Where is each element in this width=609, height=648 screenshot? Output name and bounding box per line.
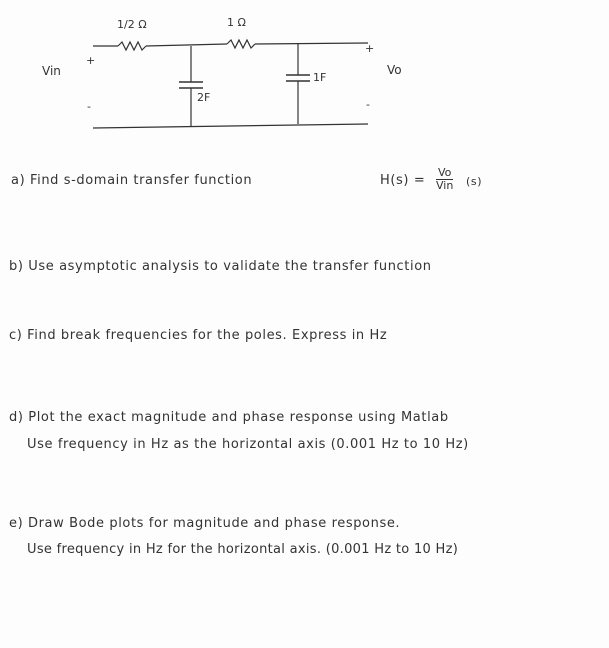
rc-circuit-diagram (0, 0, 609, 140)
top-wire-middle-1 (146, 44, 227, 46)
question-b: b) Use asymptotic analysis to validate the transfer function (9, 259, 432, 274)
vo-plus-sign: + (365, 42, 375, 55)
vin-plus-sign: + (86, 54, 96, 67)
question-e-line-1: e) Draw Bode plots for magnitude and phase response. (9, 516, 401, 531)
vo-over-vin-fraction (436, 167, 453, 192)
vo-label: Vo (387, 63, 402, 77)
transfer-function-label: H(s) = (380, 173, 426, 188)
question-d-line-2: Use frequency in Hz as the horizontal axis (0.001 Hz to 10 Hz) (27, 437, 469, 452)
question-e-line-2: Use frequency in Hz for the horizontal axis. (0.001 Hz to 10 Hz) (27, 542, 459, 557)
vin-minus-sign: - (87, 100, 91, 113)
vin-label: Vin (42, 64, 61, 78)
resistor-2 (227, 40, 255, 48)
top-wire-right (255, 43, 368, 44)
question-a: a) Find s-domain transfer function (11, 173, 253, 188)
r2-label: 1 Ω (227, 16, 246, 29)
transfer-function-arg: (s) (466, 175, 483, 188)
bottom-wire (93, 124, 368, 128)
question-d-line-1: d) Plot the exact magnitude and phase response using Matlab (9, 410, 449, 425)
fraction-denominator: Vin (436, 179, 454, 192)
cap2-label: 1F (313, 71, 327, 84)
resistor-1 (118, 42, 146, 50)
vo-minus-sign: - (366, 98, 370, 111)
r1-label: 1/2 Ω (117, 18, 147, 31)
fraction-numerator: Vo (437, 166, 452, 179)
cap1-label: 2F (197, 91, 211, 104)
question-c: c) Find break frequencies for the poles. Express in Hz (9, 328, 388, 343)
